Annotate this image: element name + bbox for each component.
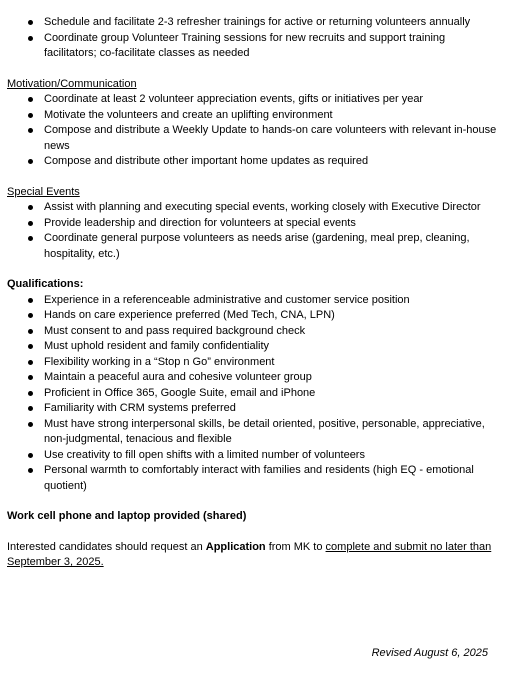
training-list [7,15,497,62]
list-item: Compose and distribute other important home updates as required [7,154,497,170]
list-item: Use creativity to fill open shifts with a limited number of volunteers [7,448,497,464]
document-body [7,15,497,571]
list-item: Must have strong interpersonal skills, be detail oriented, positive, personable, appreciative, non-judgmental, tenacious and flexible [7,417,497,448]
list-item: Coordinate general purpose volunteers as needs arise (gardening, meal prep, cleaning, hospitality, etc.) [7,231,497,262]
list-item: Assist with planning and executing special events, working closely with Executive Director [7,200,497,216]
bullet-icon [28,205,33,210]
bullet-icon [28,36,33,41]
list-item: Maintain a peaceful aura and cohesive volunteer group [7,370,497,386]
list-item: Must consent to and pass required background check [7,324,497,340]
bullet-icon [28,375,33,380]
qualifications-list [7,293,497,495]
motivation-list [7,92,497,170]
list-item: Schedule and facilitate 2-3 refresher trainings for active or returning volunteers annually [7,15,497,31]
bullet-icon [28,128,33,133]
list-item: Flexibility working in a “Stop n Go” environment [7,355,497,371]
motivation-heading: Motivation/Communication [7,77,137,90]
bullet-icon [28,236,33,241]
application-instructions [7,540,497,571]
bullet-icon [28,221,33,226]
apply-prefix: Interested candidates should request an [7,540,206,553]
special-events-list [7,200,497,262]
bullet-icon [28,422,33,427]
revised-date: Revised August 6, 2025 [371,647,488,659]
list-item: Coordinate at least 2 volunteer appreciation events, gifts or initiatives per year [7,92,497,108]
list-item: Motivate the volunteers and create an uplifting environment [7,108,497,124]
bullet-icon [28,97,33,102]
apply-application: Application [205,540,266,553]
list-item: Personal warmth to comfortably interact with families and residents (high EQ - emotional quotient) [7,463,497,494]
bullet-icon [28,406,33,411]
list-item: Proficient in Office 365, Google Suite, email and iPhone [7,386,497,402]
bullet-icon [28,159,33,164]
bullet-icon [28,113,33,118]
apply-deadline: complete and submit no later than September 3, 2025. [7,540,492,568]
list-item: Must uphold resident and family confidentiality [7,339,497,355]
list-item: Provide leadership and direction for volunteers at special events [7,216,497,232]
bullet-icon [28,360,33,365]
apply-middle: from MK to [265,540,326,553]
special-events-heading: Special Events [7,185,80,198]
list-item: Hands on care experience preferred (Med Tech, CNA, LPN) [7,308,497,324]
list-item: Experience in a referenceable administrative and customer service position [7,293,497,309]
list-item: Compose and distribute a Weekly Update to hands-on care volunteers with relevant in-house news [7,123,497,154]
bullet-icon [28,298,33,303]
work-cell-note: Work cell phone and laptop provided (shared) [7,510,247,522]
bullet-icon [28,329,33,334]
bullet-icon [28,344,33,349]
bullet-icon [28,468,33,473]
bullet-icon [28,391,33,396]
bullet-icon [28,453,33,458]
bullet-icon [28,20,33,25]
list-item: Coordinate group Volunteer Training sessions for new recruits and support training facilitators; co-facilitate classes as needed [7,31,497,62]
qualifications-heading: Qualifications: [7,278,84,290]
bullet-icon [28,313,33,318]
list-item: Familiarity with CRM systems preferred [7,401,497,417]
